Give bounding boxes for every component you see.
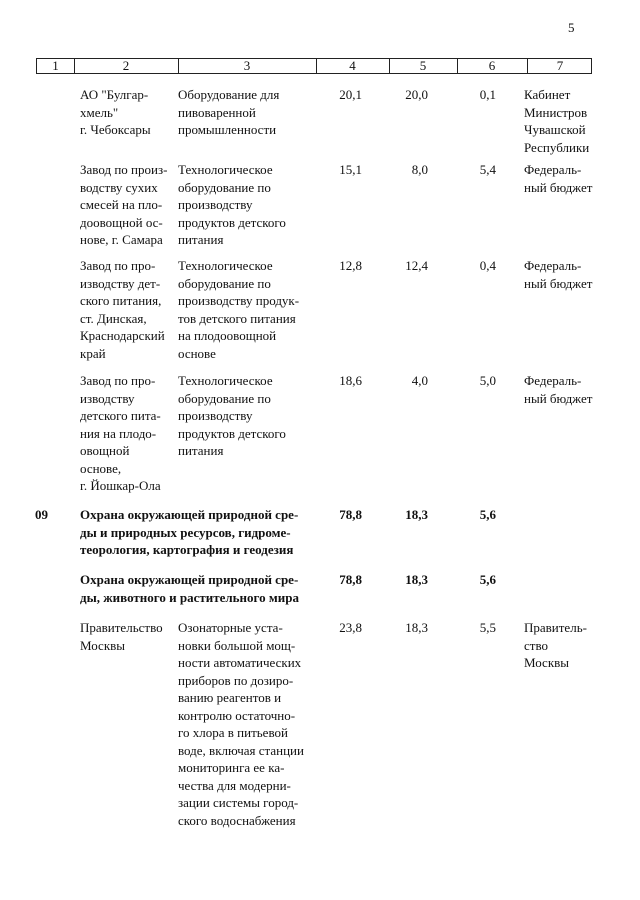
col-header-7: 7 bbox=[556, 58, 564, 73]
row5-source: Правитель- ство Москвы bbox=[524, 620, 587, 670]
page-number: 5 bbox=[568, 20, 575, 35]
row5-equipment: Озонаторные уста- новки большой мощ- ности автоматических приборов по дозиро- ванию реагентов и контролю остаточно- го хлора в питьевой воде, включая станции мониторинга ее ка- чества для модерни- зации системы город- ского водоснабжения bbox=[178, 620, 304, 828]
row5-col5: 18,3 bbox=[405, 620, 428, 635]
row2-enterprise: Завод по произ- водству сухих смесей на пло- доовощной ос- нове, г. Самара bbox=[80, 162, 168, 247]
row5-enterprise: Правительство Москвы bbox=[80, 620, 163, 653]
col-header-5: 5 bbox=[419, 58, 427, 73]
subsection-title: Охрана окружающей природной сре- ды, животного и растительного мира bbox=[80, 572, 299, 605]
col-header-3: 3 bbox=[243, 58, 251, 73]
row4-col6: 5,0 bbox=[479, 373, 496, 388]
row1-col6: 0,1 bbox=[479, 87, 496, 102]
subsection-col4: 78,8 bbox=[339, 572, 362, 587]
row3-enterprise: Завод по про- изводству дет- ского питания, ст. Динская, Краснодарский край bbox=[80, 258, 165, 361]
row3-equipment: Технологическое оборудование по производству продук- тов детского питания на плодоовощной основе bbox=[178, 258, 300, 361]
section-code: 09 bbox=[35, 507, 48, 522]
row2-col6: 5,4 bbox=[479, 162, 496, 177]
row3-col6: 0,4 bbox=[479, 258, 496, 273]
section-col6: 5,6 bbox=[479, 507, 496, 522]
col-header-4: 4 bbox=[349, 58, 356, 73]
row3-col5: 12,4 bbox=[405, 258, 428, 273]
col-header-1: 1 bbox=[52, 58, 59, 73]
row1-source: Кабинет Министров Чувашской Республики bbox=[524, 87, 590, 155]
section-title: Охрана окружающей природной сре- ды и природных ресурсов, гидроме- теорология, картография и геодезия bbox=[80, 507, 299, 557]
section-col4: 78,8 bbox=[339, 507, 362, 522]
subsection-col5: 18,3 bbox=[405, 572, 428, 587]
row4-col4: 18,6 bbox=[339, 373, 362, 388]
row5-col4: 23,8 bbox=[339, 620, 362, 635]
row4-equipment: Технологическое оборудование по производству продуктов детского питания bbox=[178, 373, 286, 458]
row1-equipment: Оборудование для пивоваренной промышленности bbox=[178, 87, 280, 137]
row1-col5: 20,0 bbox=[405, 87, 428, 102]
row2-col4: 15,1 bbox=[339, 162, 362, 177]
col-header-2: 2 bbox=[122, 58, 130, 73]
col-header-6: 6 bbox=[488, 58, 496, 73]
row1-col4: 20,1 bbox=[339, 87, 362, 102]
subsection-col6: 5,6 bbox=[479, 572, 496, 587]
row4-col5: 4,0 bbox=[411, 373, 428, 388]
row3-col4: 12,8 bbox=[339, 258, 362, 273]
row2-equipment: Технологическое оборудование по производству продуктов детского питания bbox=[178, 162, 286, 247]
column-header-row bbox=[36, 58, 592, 74]
row4-source: Федераль- ный бюджет bbox=[524, 373, 593, 406]
row2-col5: 8,0 bbox=[411, 162, 428, 177]
section-col5: 18,3 bbox=[405, 507, 428, 522]
row4-enterprise: Завод по про- изводству детского пита- ния на плодо- овощной основе, г. Йошкар-Ола bbox=[80, 373, 161, 493]
row2-source: Федераль- ный бюджет bbox=[524, 162, 593, 195]
row5-col6: 5,5 bbox=[479, 620, 496, 635]
row1-enterprise: АО "Булгар- хмель" г. Чебоксары bbox=[80, 87, 151, 137]
row3-source: Федераль- ный бюджет bbox=[524, 258, 593, 291]
